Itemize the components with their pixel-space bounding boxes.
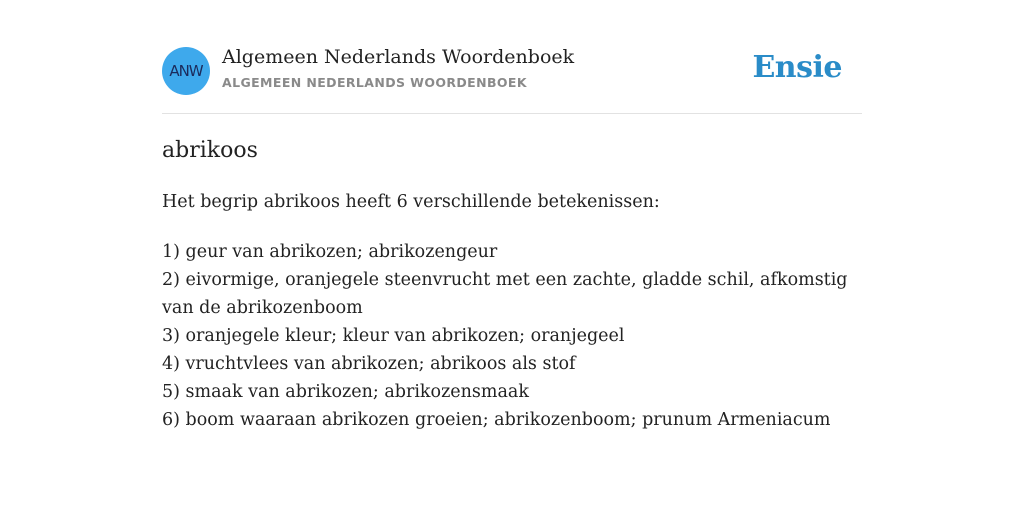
ensie-logo[interactable]: Ensie <box>752 50 842 85</box>
source-title[interactable]: Algemeen Nederlands Woordenboek <box>222 46 575 68</box>
entry-intro: Het begrip abrikoos heeft 6 verschillende betekenissen: <box>162 192 660 212</box>
meaning-item: 3) oranjegele kleur; kleur van abrikozen; oranjegeel <box>162 326 625 346</box>
meaning-item: 6) boom waaraan abrikozen groeien; abrikozenboom; prunum Armeniacum <box>162 410 831 430</box>
meaning-item: 2) eivormige, oranjegele steenvrucht met een zachte, gladde schil, afkomstig van de abrikozenboom <box>162 270 848 318</box>
entry-term: abrikoos <box>162 138 258 163</box>
meaning-item: 5) smaak van abrikozen; abrikozensmaak <box>162 382 529 402</box>
meaning-item: 1) geur van abrikozen; abrikozengeur <box>162 242 498 262</box>
meaning-item: 4) vruchtvlees van abrikozen; abrikoos als stof <box>162 354 576 374</box>
source-header <box>162 46 862 96</box>
source-subtitle: ALGEMEEN NEDERLANDS WOORDENBOEK <box>222 75 527 90</box>
definition-card <box>162 0 862 512</box>
meanings-list <box>162 238 862 434</box>
source-logo[interactable]: ANW <box>162 47 210 95</box>
header-divider <box>162 113 862 114</box>
